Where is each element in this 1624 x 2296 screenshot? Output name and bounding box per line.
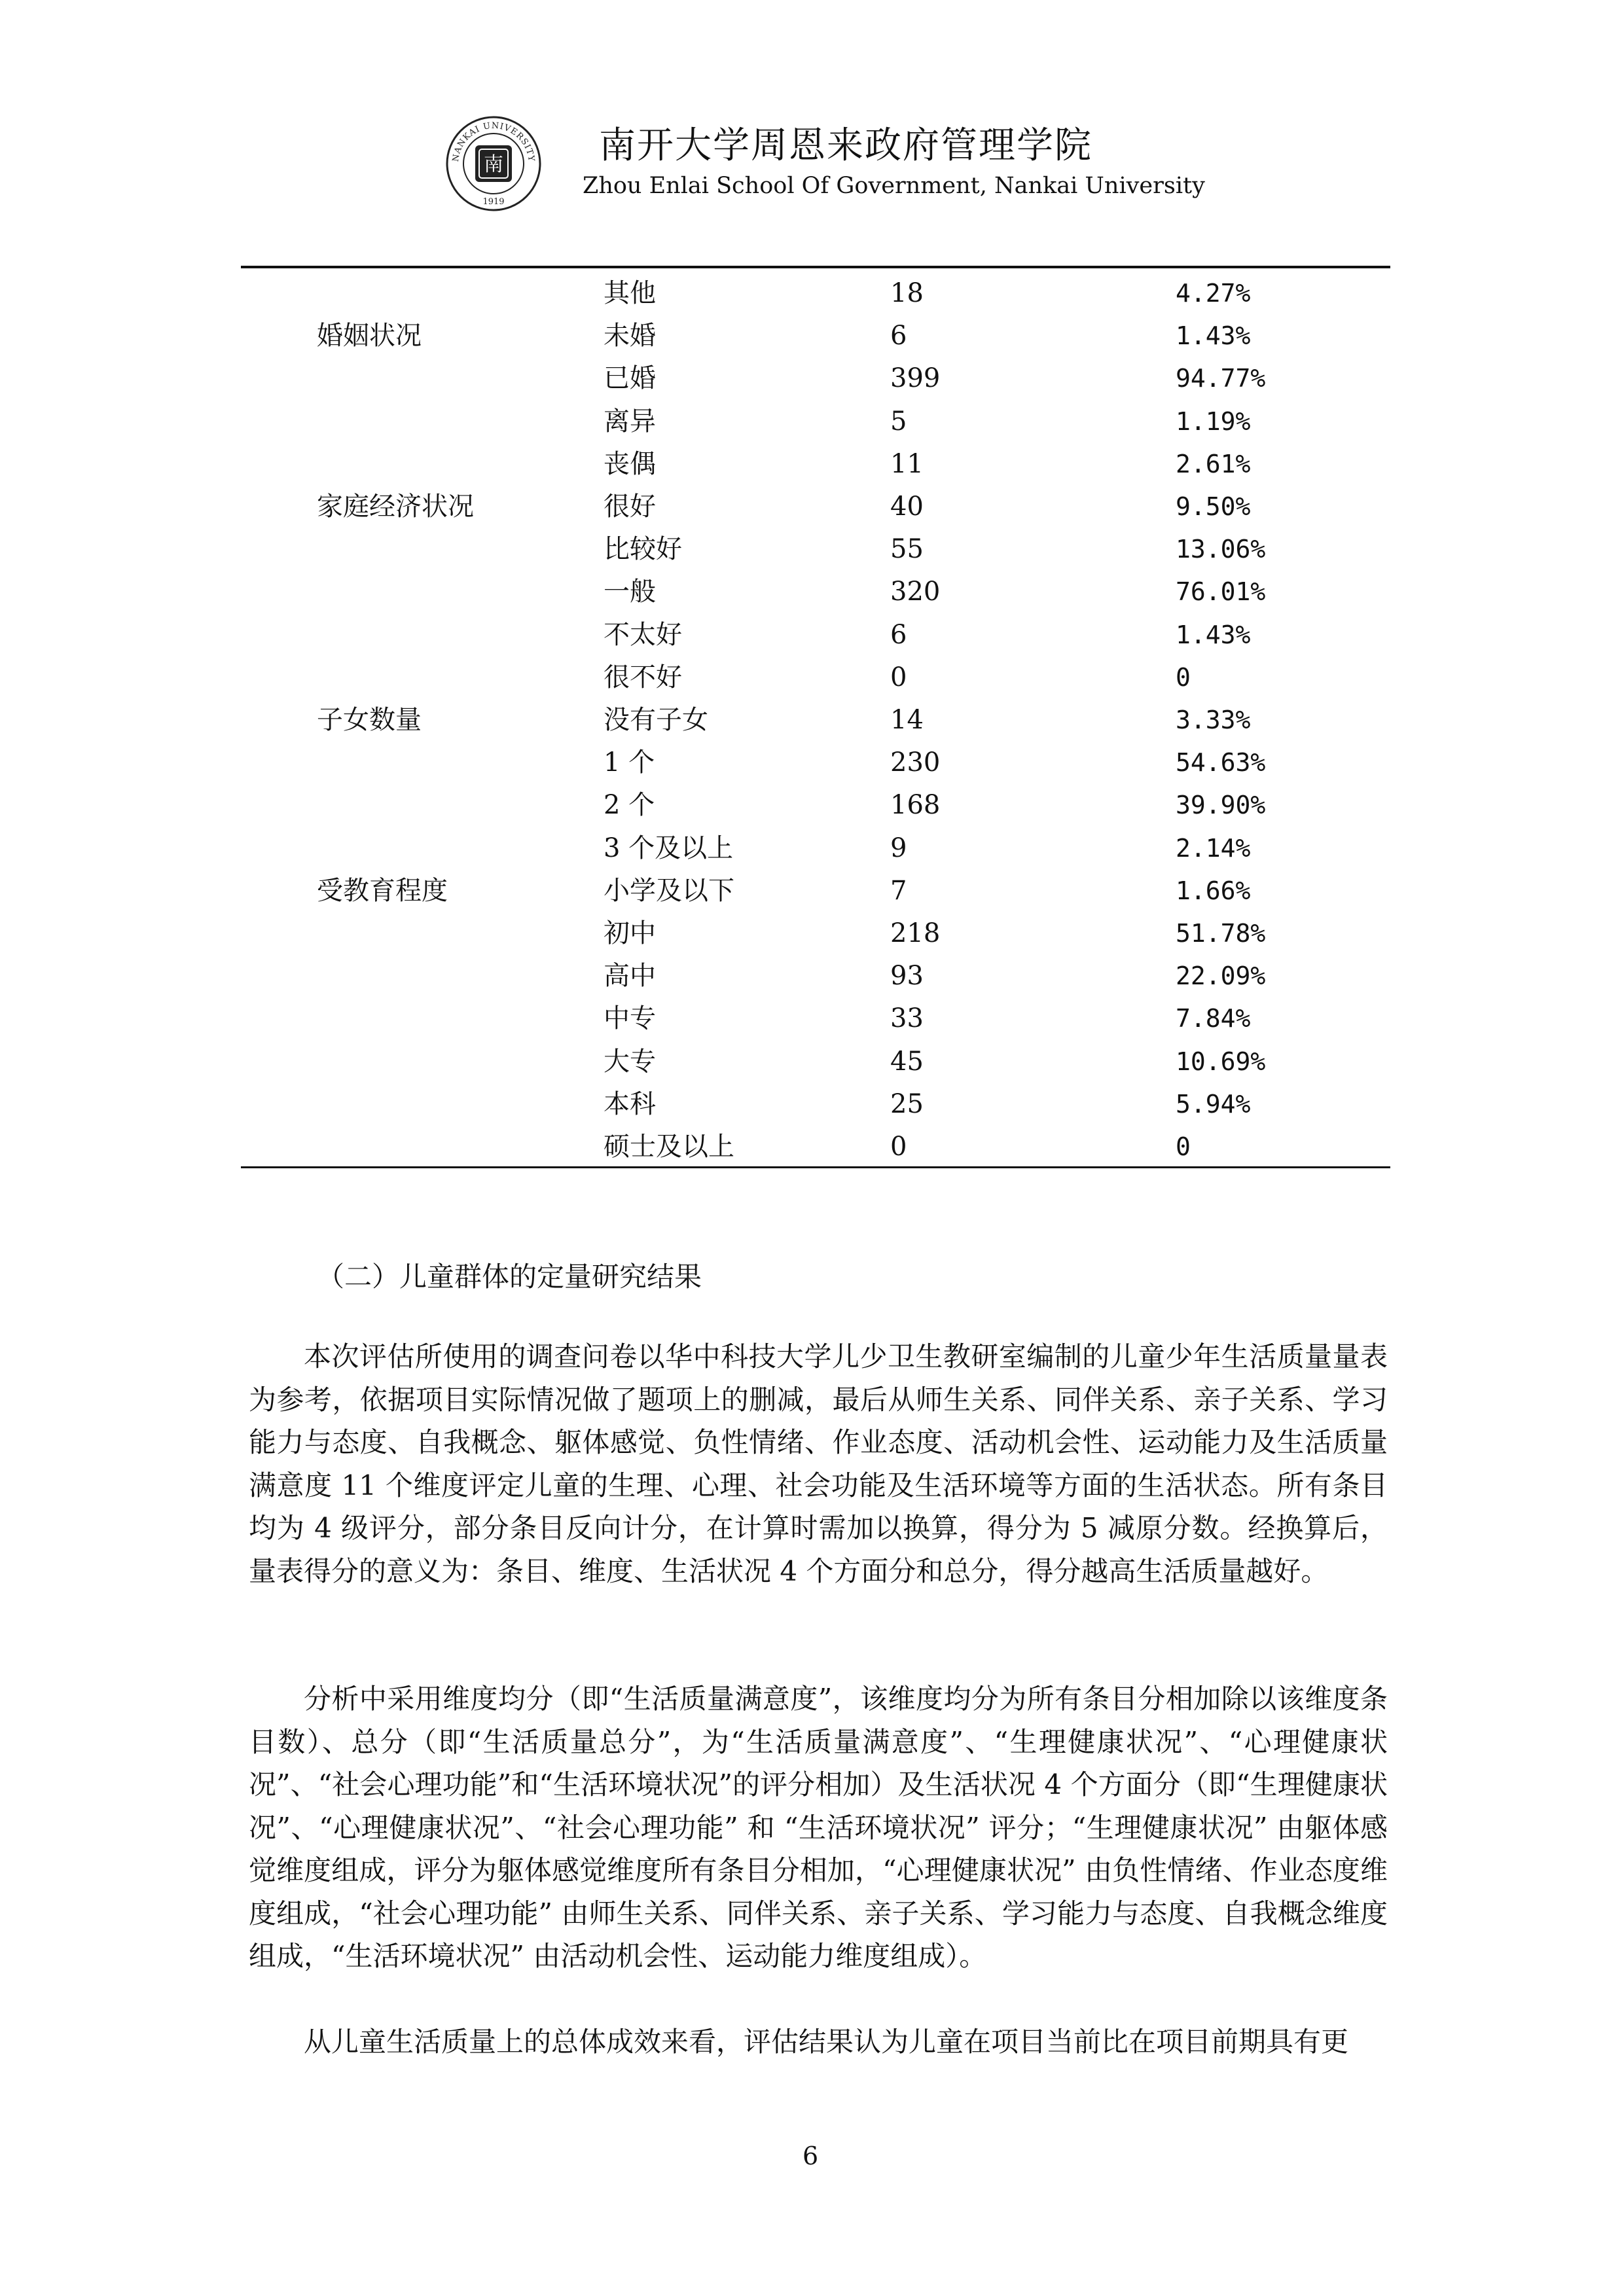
table-cell-percent: 22.09% — [1176, 961, 1266, 990]
page-number: 6 — [803, 2142, 819, 2170]
table-cell-category: 已婚 — [604, 363, 656, 393]
table-cell-percent: 51.78% — [1176, 919, 1266, 948]
table-cell-count: 40 — [890, 492, 924, 522]
table-cell-count: 7 — [890, 876, 907, 906]
table-cell-percent: 1.66% — [1176, 876, 1251, 905]
table-cell-percent: 5.94% — [1176, 1090, 1251, 1119]
table-cell-category: 不太好 — [604, 620, 682, 650]
table-cell-percent: 4.27% — [1176, 279, 1251, 308]
table-cell-category: 3 个及以上 — [604, 833, 734, 863]
table-cell-percent: 1.43% — [1176, 620, 1251, 649]
body-paragraph: 从儿童生活质量上的总体成效来看，评估结果认为儿童在项目当前比在项目前期具有更 — [304, 2026, 1349, 2058]
table-cell-percent: 0 — [1176, 1132, 1191, 1161]
table-cell-group: 家庭经济状况 — [317, 492, 474, 522]
table-cell-group: 子女数量 — [317, 705, 422, 735]
table-cell-count: 218 — [890, 918, 941, 948]
table-cell-category: 丧偶 — [604, 449, 656, 479]
table-bottom-rule — [241, 1166, 1390, 1168]
table-cell-count: 5 — [890, 406, 907, 437]
page-header-title: 南开大学周恩来政府管理学院 — [599, 124, 1092, 167]
table-cell-category: 硕士及以上 — [604, 1132, 734, 1162]
table-cell-percent: 2.14% — [1176, 834, 1251, 863]
table-cell-category: 其他 — [604, 278, 656, 308]
table-cell-percent: 10.69% — [1176, 1047, 1266, 1076]
table-cell-percent: 7.84% — [1176, 1004, 1251, 1033]
table-cell-category: 大专 — [604, 1047, 656, 1077]
table-cell-count: 320 — [890, 577, 941, 607]
svg-text:南: 南 — [484, 153, 503, 176]
table-cell-percent: 94.77% — [1176, 364, 1266, 393]
table-cell-count: 230 — [890, 747, 941, 778]
table-cell-category: 初中 — [604, 918, 656, 948]
table-cell-count: 11 — [890, 449, 924, 479]
table-cell-category: 很好 — [604, 492, 656, 522]
svg-text:1919: 1919 — [482, 197, 505, 207]
table-cell-category: 1 个 — [604, 747, 655, 778]
table-cell-category: 2 个 — [604, 790, 655, 820]
body-paragraph: 本次评估所使用的调查问卷以华中科技大学儿少卫生教研室编制的儿童少年生活质量量表为参考，依据项目实际情况做了题项上的删减，最后从师生关系、同伴关系、亲子关系、学习能力与态度、自我概念、躯体感觉、负性情绪、作业态度、活动机会性、运动能力及生活质量满意度 11 个维度评定儿童的生理、心理、社会功能及生活环境等方面的生活状态。所有条目均为 4 级评分，部分条目反向计分，在计算时需加以换算，得分为 5 减原分数。经换算后，量表得分的意义为：条目、维度、生活状况 4 个方面分和总分，得分越高生活质量越好。 — [249, 1340, 1388, 1587]
table-cell-percent: 1.43% — [1176, 321, 1251, 350]
table-cell-category: 本科 — [604, 1089, 656, 1119]
table-cell-category: 小学及以下 — [604, 876, 734, 906]
table-cell-category: 未婚 — [604, 321, 656, 351]
table-cell-group: 受教育程度 — [317, 876, 448, 906]
page-header-subtitle: Zhou Enlai School Of Government, Nankai University — [583, 173, 1205, 199]
table-cell-count: 0 — [890, 662, 907, 692]
table-cell-category: 高中 — [604, 961, 656, 991]
table-cell-category: 比较好 — [604, 534, 682, 564]
table-cell-category: 没有子女 — [604, 705, 708, 735]
table-cell-count: 55 — [890, 534, 924, 564]
table-cell-count: 9 — [890, 833, 907, 863]
table-cell-percent: 54.63% — [1176, 748, 1266, 777]
table-cell-count: 14 — [890, 705, 924, 735]
table-cell-category: 离异 — [604, 406, 656, 437]
table-cell-percent: 0 — [1176, 663, 1191, 692]
body-paragraph: 分析中采用维度均分（即“生活质量满意度”，该维度均分为所有条目分相加除以该维度条目数）、总分（即“生活质量总分”，为“生活质量满意度”、“生理健康状况”、“心理健康状况”、“社会心理功能”和“生活环境状况”的评分相加）及生活状况 4 个方面分（即“生理健康状况”、“心理健康状况”、“社会心理功能” 和 “生活环境状况” 评分；“生理健康状况” 由躯体感觉维度组成，评分为躯体感觉维度所有条目分相加，“心理健康状况” 由负性情绪、作业态度维度组成，“社会心理功能” 由师生关系、同伴关系、亲子关系、学习能力与态度、自我概念维度组成，“生活环境状况” 由活动机会性、运动能力维度组成）。 — [249, 1683, 1388, 1972]
table-cell-count: 6 — [890, 321, 907, 351]
table-cell-percent: 13.06% — [1176, 535, 1266, 564]
table-cell-count: 25 — [890, 1089, 924, 1119]
svg-text:NANKAI UNIVERSITY: NANKAI UNIVERSITY — [450, 120, 537, 163]
table-cell-count: 45 — [890, 1047, 924, 1077]
table-cell-category: 很不好 — [604, 662, 682, 692]
table-cell-count: 0 — [890, 1132, 907, 1162]
table-cell-category: 一般 — [604, 577, 656, 607]
table-cell-count: 168 — [890, 790, 941, 820]
table-cell-group: 婚姻状况 — [317, 321, 422, 351]
table-cell-percent: 9.50% — [1176, 492, 1251, 521]
table-cell-category: 中专 — [604, 1003, 656, 1033]
table-cell-percent: 39.90% — [1176, 791, 1266, 819]
table-cell-count: 399 — [890, 363, 941, 393]
table-cell-count: 18 — [890, 278, 924, 308]
section-heading: （二）儿童群体的定量研究结果 — [317, 1261, 702, 1293]
table-cell-percent: 2.61% — [1176, 450, 1251, 478]
table-cell-percent: 1.19% — [1176, 407, 1251, 436]
table-cell-percent: 3.33% — [1176, 706, 1251, 734]
table-cell-count: 93 — [890, 961, 924, 991]
table-cell-count: 33 — [890, 1003, 924, 1033]
table-cell-count: 6 — [890, 620, 907, 650]
table-cell-percent: 76.01% — [1176, 577, 1266, 606]
